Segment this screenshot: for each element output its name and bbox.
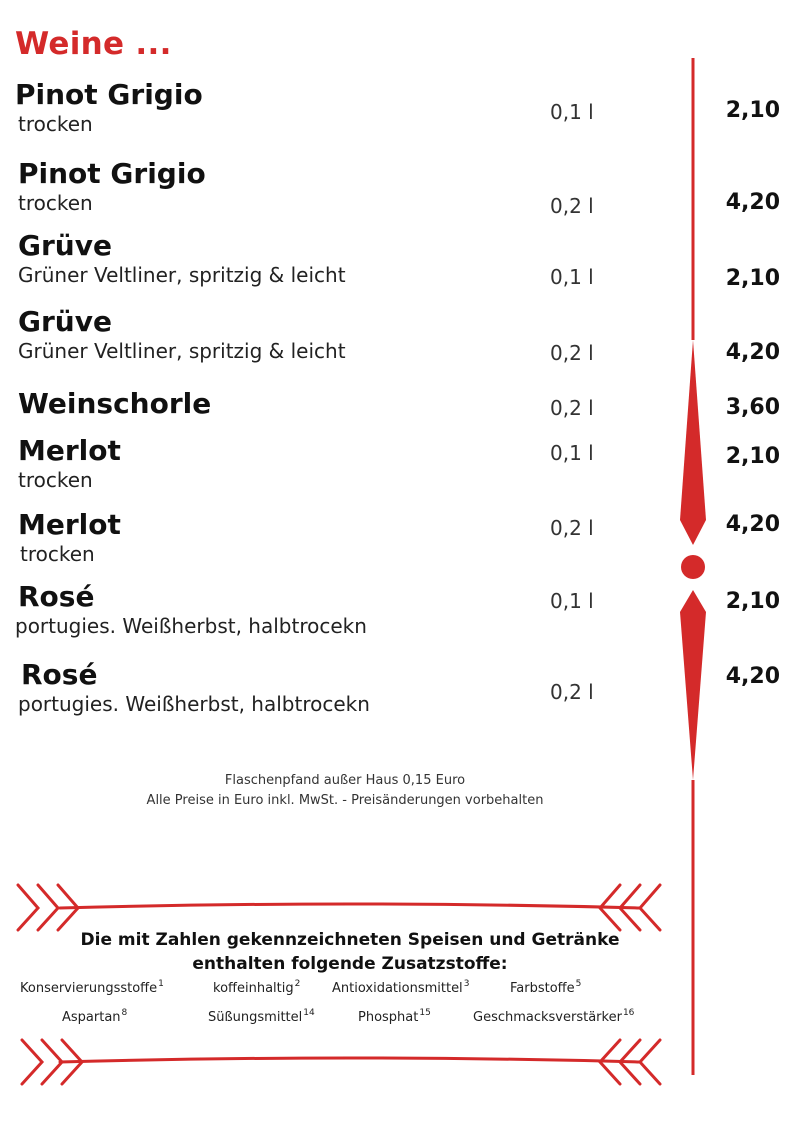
arrow-ornament-top (18, 885, 660, 930)
arrow-ornament-bottom (22, 1040, 660, 1084)
item-price: 4,20 (725, 664, 780, 689)
additive-item: Konservierungsstoffe$^1$ (20, 979, 164, 996)
menu-item (0, 580, 800, 650)
item-volume: 0,2 l (550, 341, 594, 365)
additive-item: Geschmacksverstärker$^{16}$ (473, 1008, 635, 1025)
item-name: Grüve (18, 229, 112, 262)
item-description: trocken (20, 542, 95, 566)
menu-item (0, 658, 800, 728)
menu-item (0, 434, 800, 504)
item-description: trocken (18, 191, 93, 215)
item-volume: 0,1 l (550, 441, 594, 465)
additive-item: Süßungsmittel$^{14}$ (208, 1008, 315, 1025)
additives-heading-line1: Die mit Zahlen gekennzeichneten Speisen und Getränke (80, 930, 620, 950)
item-price: 3,60 (725, 395, 780, 420)
item-name: Pinot Grigio (18, 157, 206, 190)
price-note: Alle Preise in Euro inkl. MwSt. - Preisänderungen vorbehalten (146, 793, 544, 808)
item-name: Merlot (18, 508, 121, 541)
additives-heading-line2: enthalten folgende Zusatzstoffe: (192, 954, 508, 974)
item-description: trocken (18, 112, 93, 136)
item-name: Grüve (18, 305, 112, 338)
menu-item (0, 305, 800, 375)
additive-item: Antioxidationsmittel$^3$ (332, 979, 470, 996)
deposit-note: Flaschenpfand außer Haus 0,15 Euro (224, 773, 466, 788)
item-name: Merlot (18, 434, 121, 467)
item-name: Weinschorle (18, 387, 212, 420)
item-name: Rosé (21, 658, 98, 691)
item-volume: 0,2 l (550, 194, 594, 218)
item-volume: 0,2 l (550, 516, 594, 540)
item-description: portugies. Weißherbst, halbtrocekn (15, 614, 367, 638)
item-price: 2,10 (725, 444, 780, 469)
additive-item: Aspartan$^8$ (62, 1008, 128, 1025)
menu-item (0, 508, 800, 578)
item-description: Grüner Veltliner, spritzig & leicht (18, 339, 346, 363)
item-price: 2,10 (725, 589, 780, 614)
item-price: 4,20 (725, 512, 780, 537)
item-volume: 0,1 l (550, 589, 594, 613)
item-description: Grüner Veltliner, spritzig & leicht (18, 263, 346, 287)
menu-item (0, 78, 800, 148)
item-description: portugies. Weißherbst, halbtrocekn (18, 692, 370, 716)
item-name: Rosé (18, 580, 95, 613)
item-description: trocken (18, 468, 93, 492)
item-volume: 0,2 l (550, 396, 594, 420)
additive-item: Phosphat$^{15}$ (358, 1008, 431, 1025)
item-price: 4,20 (725, 190, 780, 215)
menu-item (0, 157, 800, 227)
item-price: 2,10 (725, 266, 780, 291)
additive-item: Farbstoffe$^5$ (510, 979, 582, 996)
menu-item (0, 229, 800, 299)
additives-heading (0, 928, 700, 976)
item-price: 4,20 (725, 340, 780, 365)
item-volume: 0,1 l (550, 100, 594, 124)
item-volume: 0,2 l (550, 680, 594, 704)
additive-item: koffeinhaltig$^2$ (213, 979, 301, 996)
page-title: Weine ... (15, 26, 172, 62)
item-name: Pinot Grigio (15, 78, 203, 111)
item-price: 2,10 (725, 98, 780, 123)
item-volume: 0,1 l (550, 265, 594, 289)
